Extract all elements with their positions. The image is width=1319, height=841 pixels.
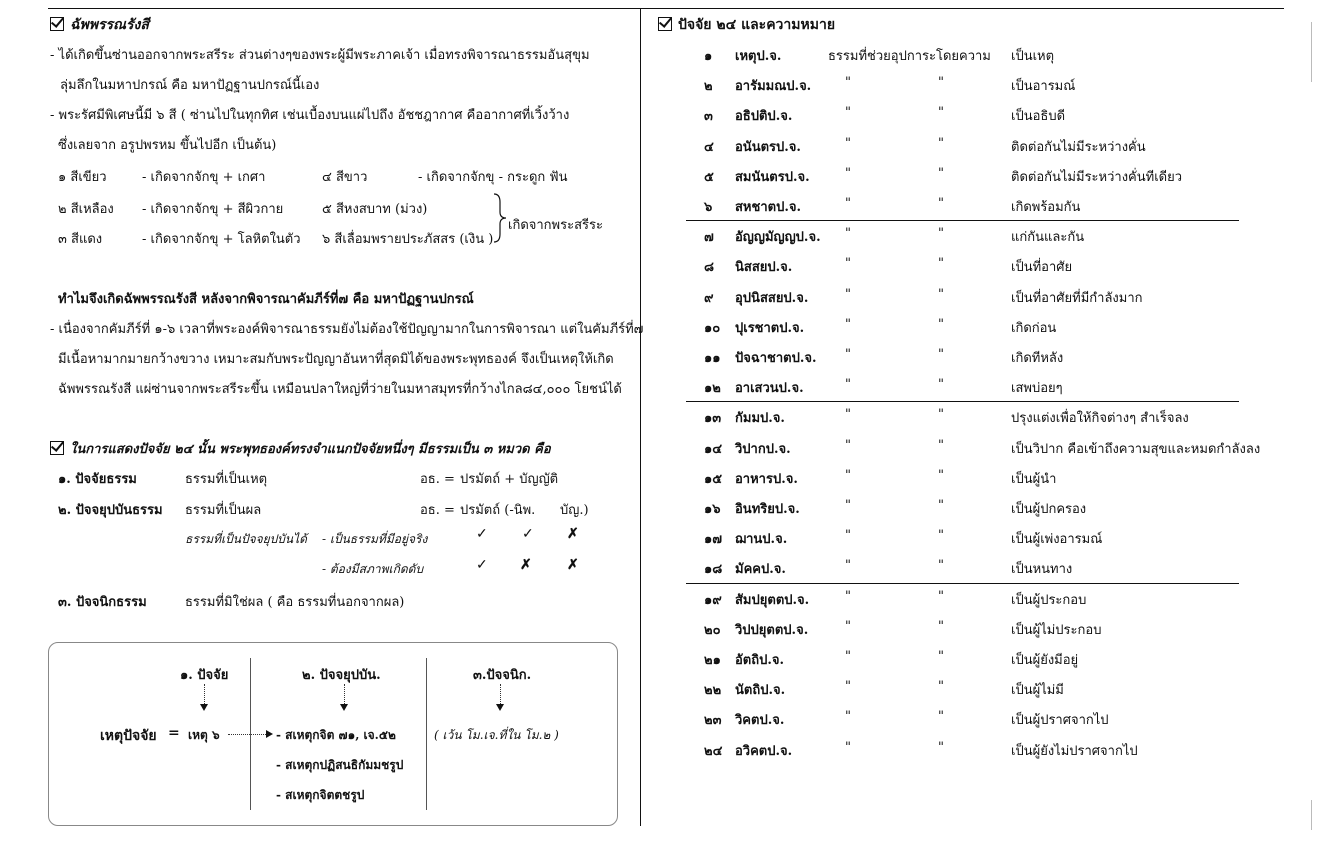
right-edge-mark [1311, 22, 1312, 82]
factor-number: ๑๕ [704, 472, 723, 487]
ditto-mark: " [845, 136, 851, 151]
diagram-divider [426, 658, 427, 810]
ditto-mark: " [938, 649, 944, 664]
factor-number: ๑๔ [704, 442, 723, 457]
factor-name: อัตถิป.จ. [735, 653, 785, 668]
cat2-sub2: - ต้องมีสภาพเกิดดับ [322, 562, 424, 576]
ditto-mark: " [938, 558, 944, 573]
factor-meaning: เป็นผู้ปกครอง [1011, 502, 1087, 517]
factor-number: ๑๐ [704, 321, 721, 336]
factor-meaning: เกิดพร้อมกัน [1011, 200, 1081, 215]
factor-name: อาเสวนป.จ. [735, 381, 804, 396]
factor-number: ๘ [704, 260, 715, 275]
group-divider [686, 583, 1239, 584]
section1-heading: ฉัพพรรณรังสี [50, 14, 149, 36]
diagram-col2-value: - สเหตุกจิตตชรูป [276, 788, 365, 802]
checkbox-icon [50, 17, 64, 31]
factor-number: ๒๑ [704, 653, 721, 668]
ditto-mark: " [845, 709, 851, 724]
ditto-mark: " [845, 649, 851, 664]
s1-line: ลุ่มลึกในมหาปกรณ์ คือ มหาปัฏฐานปกรณ์นี้เอง [60, 78, 320, 93]
factor-meaning: เป็นผู้ไม่มี [1011, 683, 1064, 698]
checkbox-icon [658, 17, 672, 31]
check-mark: ✓ [522, 526, 534, 542]
cross-mark: ✗ [567, 557, 579, 573]
factor-name: อินทริยป.จ. [735, 502, 800, 517]
ditto-mark: " [938, 105, 944, 120]
cat2-desc: ธรรมที่เป็นผล [185, 503, 262, 518]
factor-meaning: เป็นผู้ปราศจากไป [1011, 713, 1109, 728]
factor-meaning: เป็นผู้ไม่ประกอบ [1011, 623, 1102, 638]
cat1-label: ๑. ปัจจัยธรรม [58, 472, 137, 487]
factor-number: ๑๙ [704, 593, 722, 608]
factor-number: ๗ [704, 230, 714, 245]
factor-number: ๕ [704, 170, 714, 185]
ditto-mark: " [938, 740, 944, 755]
factor-number: ๑๑ [704, 351, 721, 366]
s1-line: ซึ่งเลยจาก อรูปพรหม ขึ้นไปอีก เป็นต้น) [58, 138, 277, 153]
factor-meaning: ติดต่อกันไม่มีระหว่างคั่นทีเดียว [1011, 170, 1183, 185]
s2-line: ฉัพพรรณรังสี แผ่ซ่านจากพระสรีระขึ้น เหมือนปลาใหญ่ที่ว่ายในมหาสมุทรที่กว้างไกล๘๔,๐๐๐ โยชน์ได้ [58, 382, 622, 397]
factor-number: ๖ [704, 200, 713, 215]
right-heading: ปัจจัย ๒๔ และความหมาย [658, 14, 835, 36]
factor-name: สัมปยุตตป.จ. [735, 593, 810, 608]
section3-heading: ในการแสดงปัจจัย ๒๔ นั้น พระพุทธองค์ทรงจำแนกปัจจัยหนึ่งๆ มีธรรมเป็น ๓ หมวด คือ [50, 438, 551, 459]
ditto-mark: " [938, 166, 944, 181]
factor-number: ๔ [704, 140, 714, 155]
ditto-mark: " [938, 438, 944, 453]
ditto-mark: " [938, 589, 944, 604]
factor-name: มัคคป.จ. [735, 562, 786, 577]
factor-meaning: เป็นที่อาศัย [1011, 260, 1073, 275]
color-source: - เกิดจากจักขุ + เกศา [142, 170, 266, 185]
factor-meaning: เกิดก่อน [1011, 321, 1057, 336]
ditto-mark: " [938, 679, 944, 694]
checkbox-icon [50, 441, 64, 455]
arrow-right-icon [266, 730, 273, 738]
factor-meaning: เป็นหนทาง [1011, 562, 1073, 577]
ditto-mark: " [845, 105, 851, 120]
ditto-mark: " [845, 226, 851, 241]
cat1-val: ปรมัตถ์ + บัญญัติ [460, 472, 559, 487]
dotted-connector [500, 684, 501, 704]
ditto-mark: " [845, 287, 851, 302]
factor-number: ๒ [704, 79, 713, 94]
factor-name: อัญญมัญญป.จ. [735, 230, 821, 245]
arrow-down-icon [200, 704, 208, 711]
factor-meaning: เป็นอารมณ์ [1011, 79, 1076, 94]
ditto-mark: " [938, 317, 944, 332]
factor-meaning: เป็นเหตุ [1011, 49, 1055, 64]
factor-meaning: ปรุงแต่งเพื่อให้กิจต่างๆ สำเร็จลง [1011, 411, 1189, 426]
ditto-mark: " [938, 287, 944, 302]
color-name: ๔ สีขาว [322, 170, 368, 185]
top-rule [48, 8, 1284, 9]
brace-icon [492, 192, 508, 244]
factor-name: นัตถิป.จ. [735, 683, 786, 698]
ditto-mark: " [845, 317, 851, 332]
diagram-col2-value: - สเหตุกจิต ๗๑, เจ.๕๒ [276, 728, 396, 742]
cat3-desc: ธรรมที่มิใช่ผล ( คือ ธรรมที่นอกจากผล) [185, 595, 405, 610]
factor-desc: ธรรมที่ช่วยอุปการะโดยความ [828, 49, 991, 64]
ditto-mark: " [845, 196, 851, 211]
ditto-mark: " [845, 679, 851, 694]
factor-name: อุปนิสสยป.จ. [735, 291, 809, 306]
factor-number: ๑๖ [704, 502, 721, 517]
cross-mark: ✗ [567, 526, 579, 542]
group-divider [686, 401, 1239, 402]
factor-number: ๑๓ [704, 411, 722, 426]
factor-name: ฌานป.จ. [735, 532, 788, 547]
factor-name: ปุเรชาตป.จ. [735, 321, 805, 336]
factor-name: ปัจฉาชาตป.จ. [735, 351, 817, 366]
color-name: ๓ สีแดง [58, 232, 103, 247]
ditto-mark: " [845, 75, 851, 90]
factor-number: ๒๔ [704, 744, 723, 759]
ditto-mark: " [938, 377, 944, 392]
ditto-mark: " [845, 377, 851, 392]
color-source: - เกิดจากจักขุ + โลหิตในตัว [142, 232, 301, 247]
factor-meaning: เป็นผู้นำ [1011, 472, 1057, 487]
diagram-col3-value: ( เว้น โม.เจ.ที่ใน โม.๒ ) [434, 728, 559, 742]
factor-meaning: ติดต่อกันไม่มีระหว่างคั่น [1011, 140, 1146, 155]
s2-line: มีเนื้อหามากมายกว้างขวาง เหมาะสมกับพระปัญญาอันหาที่สุดมิได้ของพระพุทธองค์ จึงเป็นเหตุให้เกิด [58, 352, 614, 367]
ditto-mark: " [845, 407, 851, 422]
cat2-abbr: อธ. = [420, 503, 455, 518]
cat2-val: ปรมัตถ์ (-นิพ. [460, 503, 536, 518]
factor-name: อนันตรป.จ. [735, 140, 801, 155]
cross-mark: ✗ [520, 557, 532, 573]
ditto-mark: " [938, 196, 944, 211]
ditto-mark: " [938, 256, 944, 271]
factor-name: อวิคตป.จ. [735, 744, 793, 759]
right-edge-mark-2 [1311, 800, 1312, 830]
ditto-mark: " [845, 498, 851, 513]
group-divider [686, 220, 1239, 221]
ditto-mark: " [845, 347, 851, 362]
factor-name: สมนันตรป.จ. [735, 170, 810, 185]
factor-meaning: แก่กันและกัน [1011, 230, 1085, 245]
factor-name: อาหารป.จ. [735, 472, 798, 487]
factor-name: สหชาตป.จ. [735, 200, 801, 215]
factor-meaning: เป็นผู้ยังมีอยู่ [1011, 653, 1079, 668]
arrow-down-icon [340, 704, 348, 711]
check-mark: ✓ [476, 526, 488, 542]
factor-number: ๓ [704, 109, 713, 124]
factor-number: ๒๐ [704, 623, 721, 638]
dotted-connector [344, 684, 345, 704]
color-name: ๖ สีเลื่อมพรายประภัสสร (เงิน ) [322, 232, 494, 247]
ditto-mark: " [938, 498, 944, 513]
cat2-val2: บัญ.) [560, 503, 589, 518]
factor-meaning: เป็นผู้ประกอบ [1011, 593, 1087, 608]
color-name: ๕ สีหงสบาท (ม่วง) [322, 202, 428, 217]
center-divider [640, 8, 641, 826]
diagram-col2-value: - สเหตุกปฏิสนธิกัมมชรูป [276, 758, 404, 772]
ditto-mark: " [845, 558, 851, 573]
factor-meaning: เสพบ่อยๆ [1011, 381, 1063, 396]
diagram-equals: = [168, 725, 180, 741]
factor-name: วิปปยุตตป.จ. [735, 623, 809, 638]
color-source: - เกิดจากจักขุ + สีผิวกาย [142, 202, 284, 217]
color-name: ๒ สีเหลือง [58, 202, 114, 217]
factor-name: วิปากป.จ. [735, 442, 791, 457]
ditto-mark: " [938, 528, 944, 543]
factor-number: ๒๓ [704, 713, 722, 728]
ditto-mark: " [845, 468, 851, 483]
cat1-abbr: อธ. = [420, 472, 455, 487]
cat3-label: ๓. ปัจจนิกธรรม [58, 595, 147, 610]
ditto-mark: " [845, 438, 851, 453]
ditto-mark: " [938, 709, 944, 724]
factor-name: กัมมป.จ. [735, 411, 785, 426]
ditto-mark: " [938, 619, 944, 634]
factor-meaning: เป็นที่อาศัยที่มีกำลังมาก [1011, 291, 1143, 306]
ditto-mark: " [845, 589, 851, 604]
ditto-mark: " [938, 226, 944, 241]
diagram-row-label: เหตุปัจจัย [100, 728, 157, 744]
factor-meaning: เกิดทีหลัง [1011, 351, 1064, 366]
factor-number: ๑๒ [704, 381, 721, 396]
factor-meaning: เป็นวิปาก คือเข้าถึงความสุขและหมดกำลังลง [1011, 442, 1261, 457]
factor-name: นิสสยป.จ. [735, 260, 793, 275]
color-source: - เกิดจากจักขุ - กระดูก ฟัน [418, 170, 568, 185]
ditto-mark: " [845, 166, 851, 181]
factor-meaning: เป็นอธิบดี [1011, 109, 1066, 124]
dotted-connector [228, 734, 266, 735]
brace-label: เกิดจากพระสรีระ [508, 218, 603, 233]
ditto-mark: " [845, 528, 851, 543]
ditto-mark: " [938, 75, 944, 90]
factor-name: เหตุป.จ. [735, 49, 782, 64]
cat2-sub1: - เป็นธรรมที่มีอยู่จริง [322, 532, 428, 546]
factor-meaning: เป็นผู้ยังไม่ปราศจากไป [1011, 744, 1138, 759]
ditto-mark: " [938, 347, 944, 362]
s1-line: - ได้เกิดขึ้นซ่านออกจากพระสรีระ ส่วนต่างๆของพระผู้มีพระภาคเจ้า เมื่อทรงพิจารณาธรรมอันสุขุม [50, 48, 590, 63]
cat1-desc: ธรรมที่เป็นเหตุ [185, 472, 268, 487]
section2-heading: ทำไมจึงเกิดฉัพพรรณรังสี หลังจากพิจารณาคัมภีร์ที่๗ คือ มหาปัฏฐานปกรณ์ [58, 292, 474, 307]
factor-name: วิคตป.จ. [735, 713, 785, 728]
cat2-label: ๒. ปัจจยุปบันธรรม [58, 503, 163, 518]
ditto-mark: " [845, 256, 851, 271]
diagram-col1-header: ๑. ปัจจัย [180, 668, 229, 683]
diagram-col1-value: เหตุ ๖ [188, 728, 220, 742]
dotted-connector [204, 684, 205, 704]
s1-line: - พระรัศมีพิเศษนี้มี ๖ สี ( ซ่านไปในทุกทิศ เช่นเบื้องบนแผ่ไปถึง อัชชฎากาศ คืออากาศที่เวิ้งว้าง [50, 108, 570, 123]
diagram-col2-header: ๒. ปัจจยุปบัน. [302, 668, 381, 683]
ditto-mark: " [845, 619, 851, 634]
factor-number: ๑๘ [704, 562, 723, 577]
color-name: ๑ สีเขียว [58, 170, 107, 185]
ditto-mark: " [845, 740, 851, 755]
cat2-note: ธรรมที่เป็นปัจจยุปบันได้ [185, 532, 307, 546]
factor-number: ๙ [704, 291, 714, 306]
check-mark: ✓ [476, 557, 488, 573]
factor-meaning: เป็นผู้เพ่งอารมณ์ [1011, 532, 1103, 547]
ditto-mark: " [938, 468, 944, 483]
ditto-mark: " [938, 136, 944, 151]
arrow-down-icon [496, 704, 504, 711]
diagram-col3-header: ๓.ปัจจนิก. [473, 668, 532, 683]
ditto-mark: " [938, 407, 944, 422]
factor-number: ๒๒ [704, 683, 722, 698]
factor-name: อธิปติป.จ. [735, 109, 793, 124]
factor-name: อารัมมณป.จ. [735, 79, 812, 94]
factor-number: ๑ [704, 49, 713, 64]
s2-line: - เนื่องจากคัมภีร์ที่ ๑-๖ เวลาที่พระองค์พิจารณาธรรมยังไม่ต้องใช้ปัญญามากในการพิจารณา แต่ในคัมภีร์ที่๗ [50, 322, 644, 337]
factor-number: ๑๗ [704, 532, 723, 547]
